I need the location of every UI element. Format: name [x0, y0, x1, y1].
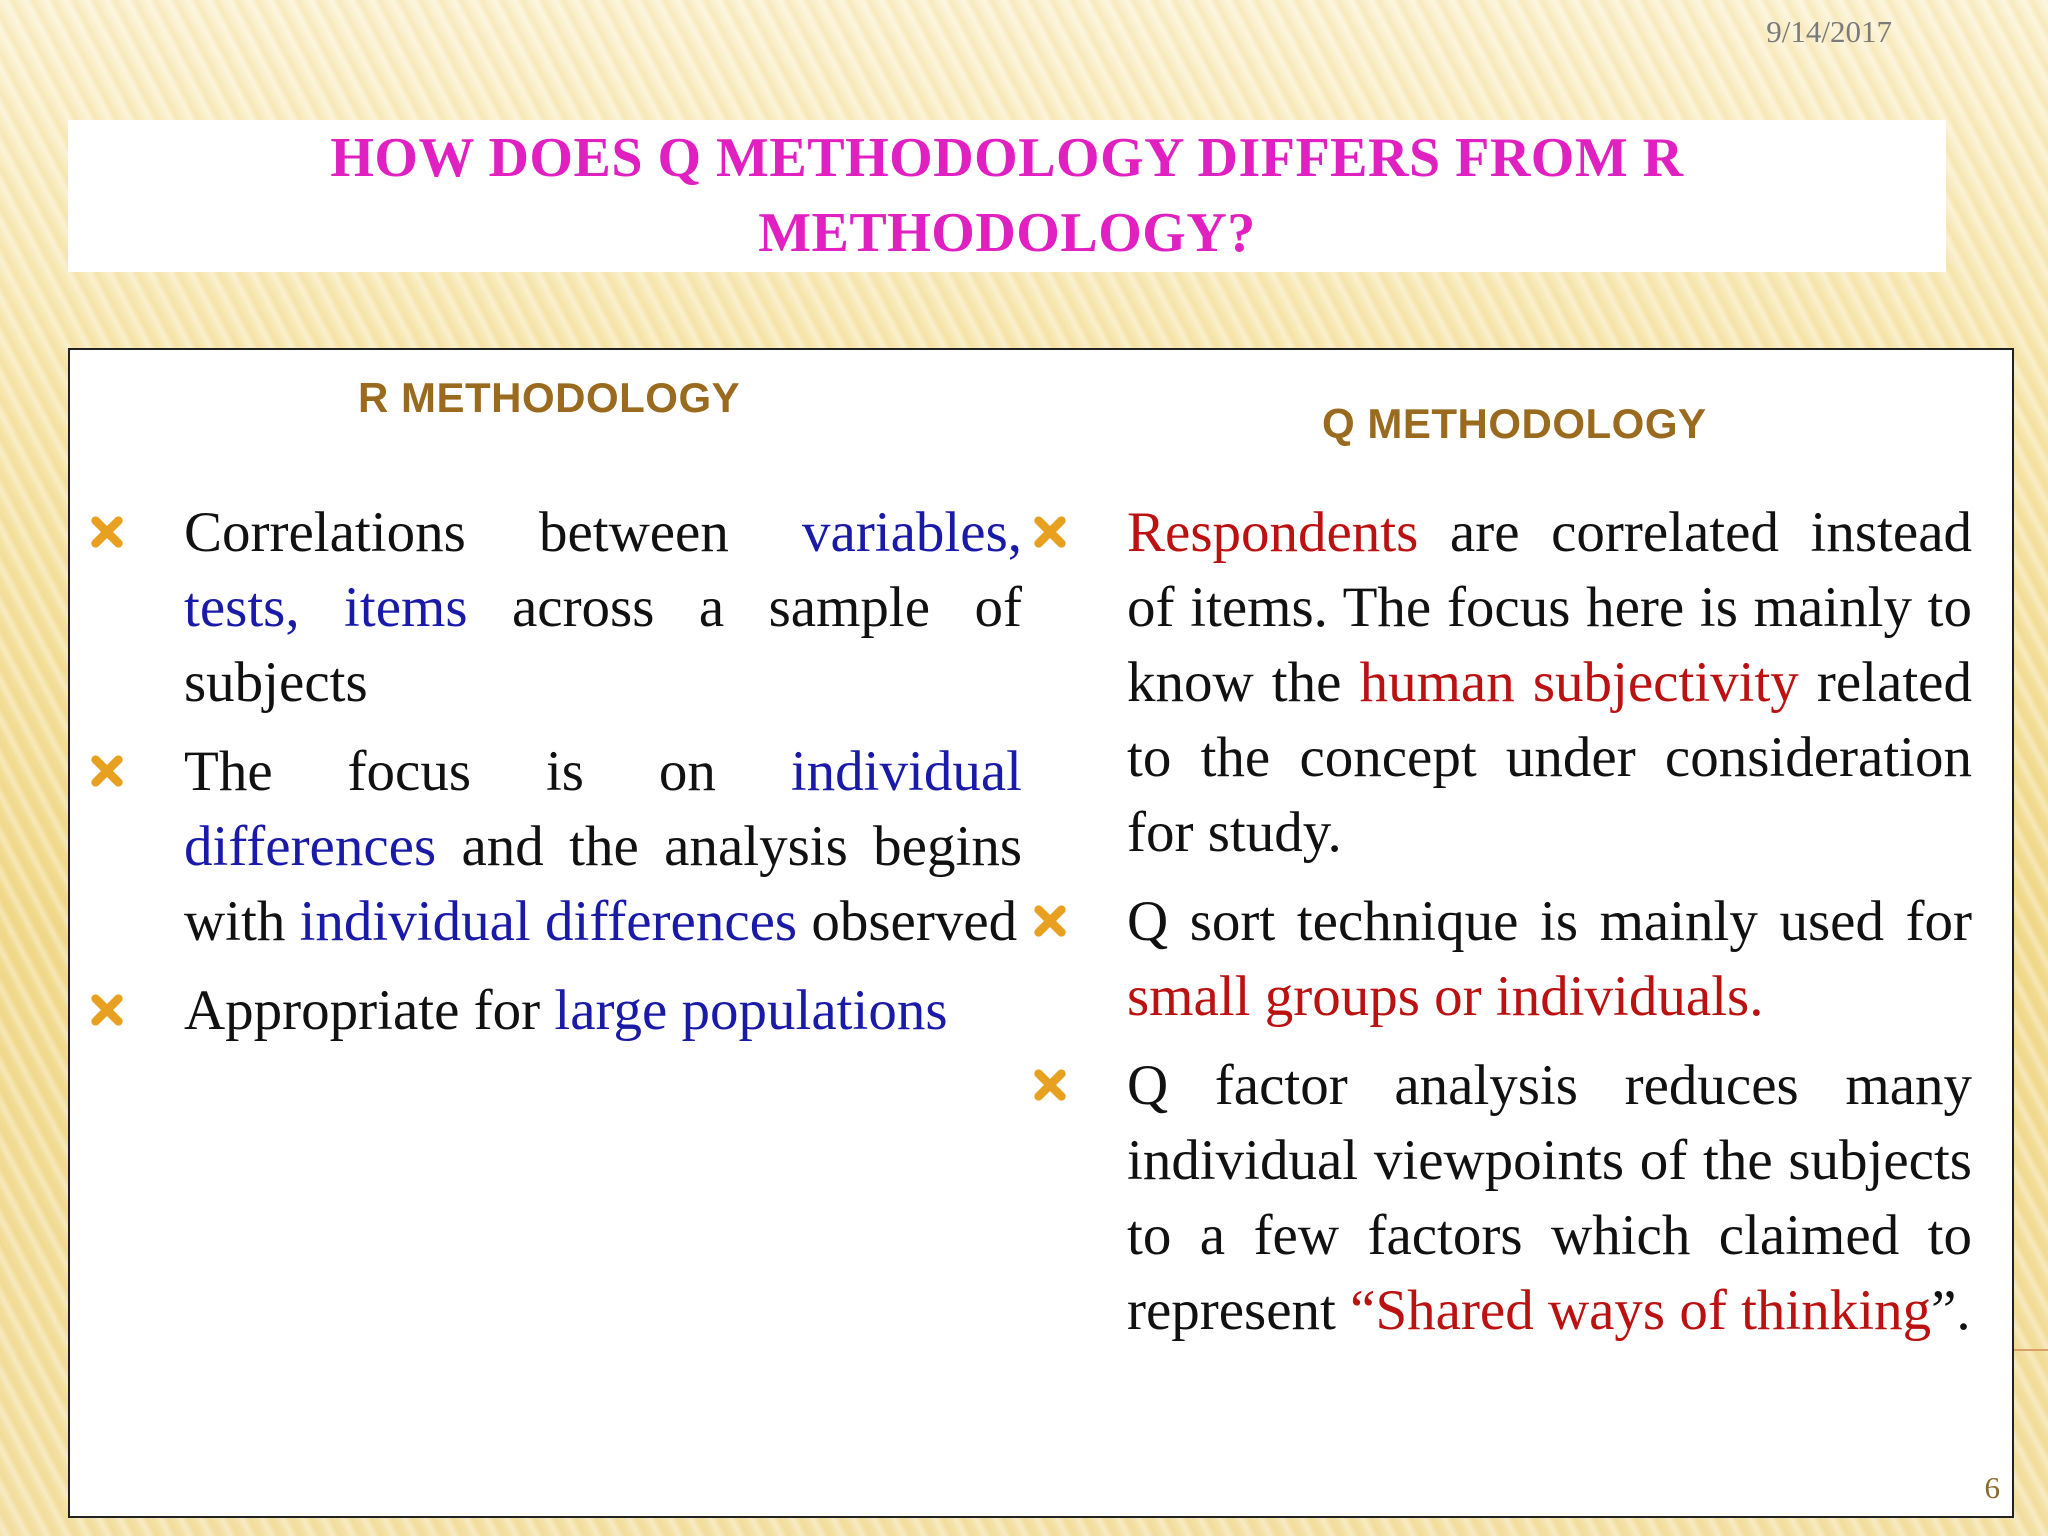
item-text: related to the concept under consideration for study. — [1127, 651, 1972, 864]
slide-title — [330, 121, 1683, 271]
x-mark-icon — [88, 991, 126, 1029]
item-text: across a sample of subjects — [184, 576, 1022, 714]
content-box — [68, 348, 2014, 1518]
q-methodology-header: Q METHODOLOGY — [1322, 400, 1707, 447]
item-highlight: individual differences — [299, 890, 798, 953]
item-text: Appropriate for — [184, 979, 555, 1042]
item-highlight: individual differences — [184, 740, 1022, 878]
q-methodology-list — [1031, 495, 1972, 1362]
list-item — [1031, 884, 1972, 1034]
title-box — [68, 120, 1946, 272]
item-highlight: human subjectivity — [1359, 651, 1799, 714]
list-item — [1031, 1048, 1972, 1348]
list-item — [88, 973, 1022, 1048]
list-item — [1031, 495, 1972, 870]
item-text: ”. — [1931, 1279, 1971, 1342]
page-number: 6 — [1984, 1470, 2000, 1505]
r-methodology-header: R METHODOLOGY — [358, 374, 741, 421]
item-text: and the analysis begins with — [184, 815, 1022, 953]
item-highlight: small groups or individuals. — [1127, 965, 1764, 1028]
x-mark-icon — [1031, 902, 1069, 940]
x-mark-icon — [1031, 513, 1069, 551]
item-text: The focus is on — [184, 740, 791, 803]
list-item — [88, 495, 1022, 720]
item-text: are correlated instead of items. The focus here is mainly to know the — [1127, 501, 1972, 714]
item-highlight: Respondents — [1127, 501, 1419, 564]
item-text: observed — [797, 890, 1018, 953]
x-mark-icon — [88, 752, 126, 790]
title-line-1: HOW DOES Q METHODOLOGY DIFFERS FROM R — [330, 127, 1684, 189]
r-methodology-list — [88, 495, 1022, 1062]
x-mark-icon — [1031, 1066, 1069, 1104]
title-line-2: METHODOLOGY? — [758, 202, 1256, 264]
item-text: Q sort technique is mainly used for — [1127, 890, 1972, 953]
item-text: Q factor analysis reduces many individual viewpoints of the subjects to a few factors which claimed to represent — [1127, 1054, 1972, 1342]
item-highlight: large populations — [554, 979, 948, 1042]
decorative-rule — [2014, 1349, 2048, 1351]
list-item — [88, 734, 1022, 959]
slide-date: 9/14/2017 — [1766, 14, 1892, 49]
item-highlight: variables, tests, items — [184, 501, 1022, 639]
item-highlight: “Shared ways of thinking — [1350, 1279, 1932, 1342]
x-mark-icon — [88, 513, 126, 551]
item-text: Correlations between — [184, 501, 803, 564]
